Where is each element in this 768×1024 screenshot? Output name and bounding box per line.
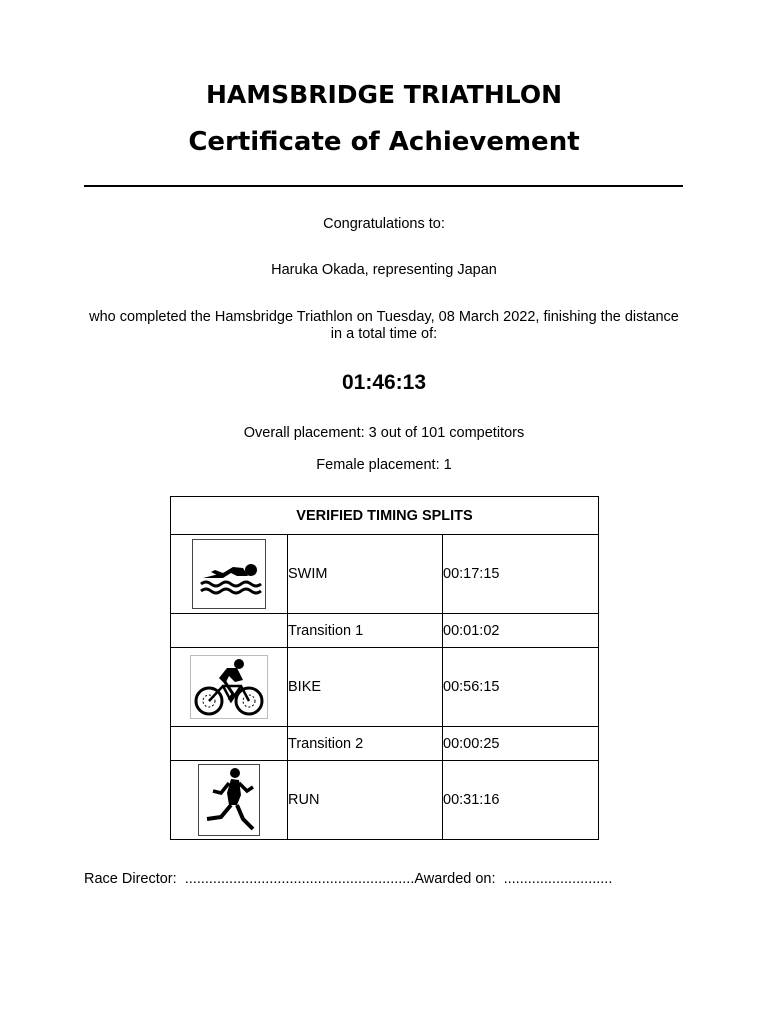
total-time: 01:46:13 — [341, 371, 427, 394]
title-divider — [84, 185, 683, 187]
awarded-on-date-field[interactable]: ........................... — [503, 871, 613, 887]
event-title: HAMSBRIDGE TRIATHLON — [205, 80, 563, 109]
split-time: 00:31:16 — [443, 761, 599, 840]
table-row — [171, 648, 599, 727]
split-time: 00:00:25 — [443, 727, 599, 761]
signature-line — [84, 871, 684, 887]
awarded-on-label: Awarded on: — [414, 871, 496, 887]
split-label: Transition 1 — [288, 614, 443, 648]
swimmer-icon — [192, 539, 266, 609]
recipient-line: Haruka Okada, representing Japan — [271, 262, 497, 278]
split-time: 00:56:15 — [443, 648, 599, 727]
table-row — [171, 761, 599, 840]
race-director-label: Race Director: — [84, 871, 177, 887]
table-row — [171, 727, 599, 761]
certificate-title: Certificate of Achievement — [188, 127, 580, 157]
splits-header: VERIFIED TIMING SPLITS — [171, 497, 599, 535]
completion-text: who completed the Hamsbridge Triathlon on Tuesday, 08 March 2022, finishing the distance in a total time of: — [89, 309, 679, 342]
split-label: SWIM — [288, 535, 443, 614]
split-time: 00:17:15 — [443, 535, 599, 614]
cyclist-icon — [190, 655, 268, 719]
split-label: RUN — [288, 761, 443, 840]
female-placement: Female placement: 1 — [316, 457, 452, 473]
table-row — [171, 614, 599, 648]
split-label: BIKE — [288, 648, 443, 727]
overall-placement: Overall placement: 3 out of 101 competitors — [243, 425, 525, 441]
table-row — [171, 535, 599, 614]
race-director-signature-field[interactable]: ......................................................... — [184, 871, 415, 887]
timing-splits-table — [170, 496, 599, 840]
split-label: Transition 2 — [288, 727, 443, 761]
congrats-label: Congratulations to: — [323, 216, 445, 232]
split-time: 00:01:02 — [443, 614, 599, 648]
runner-icon — [198, 764, 260, 836]
